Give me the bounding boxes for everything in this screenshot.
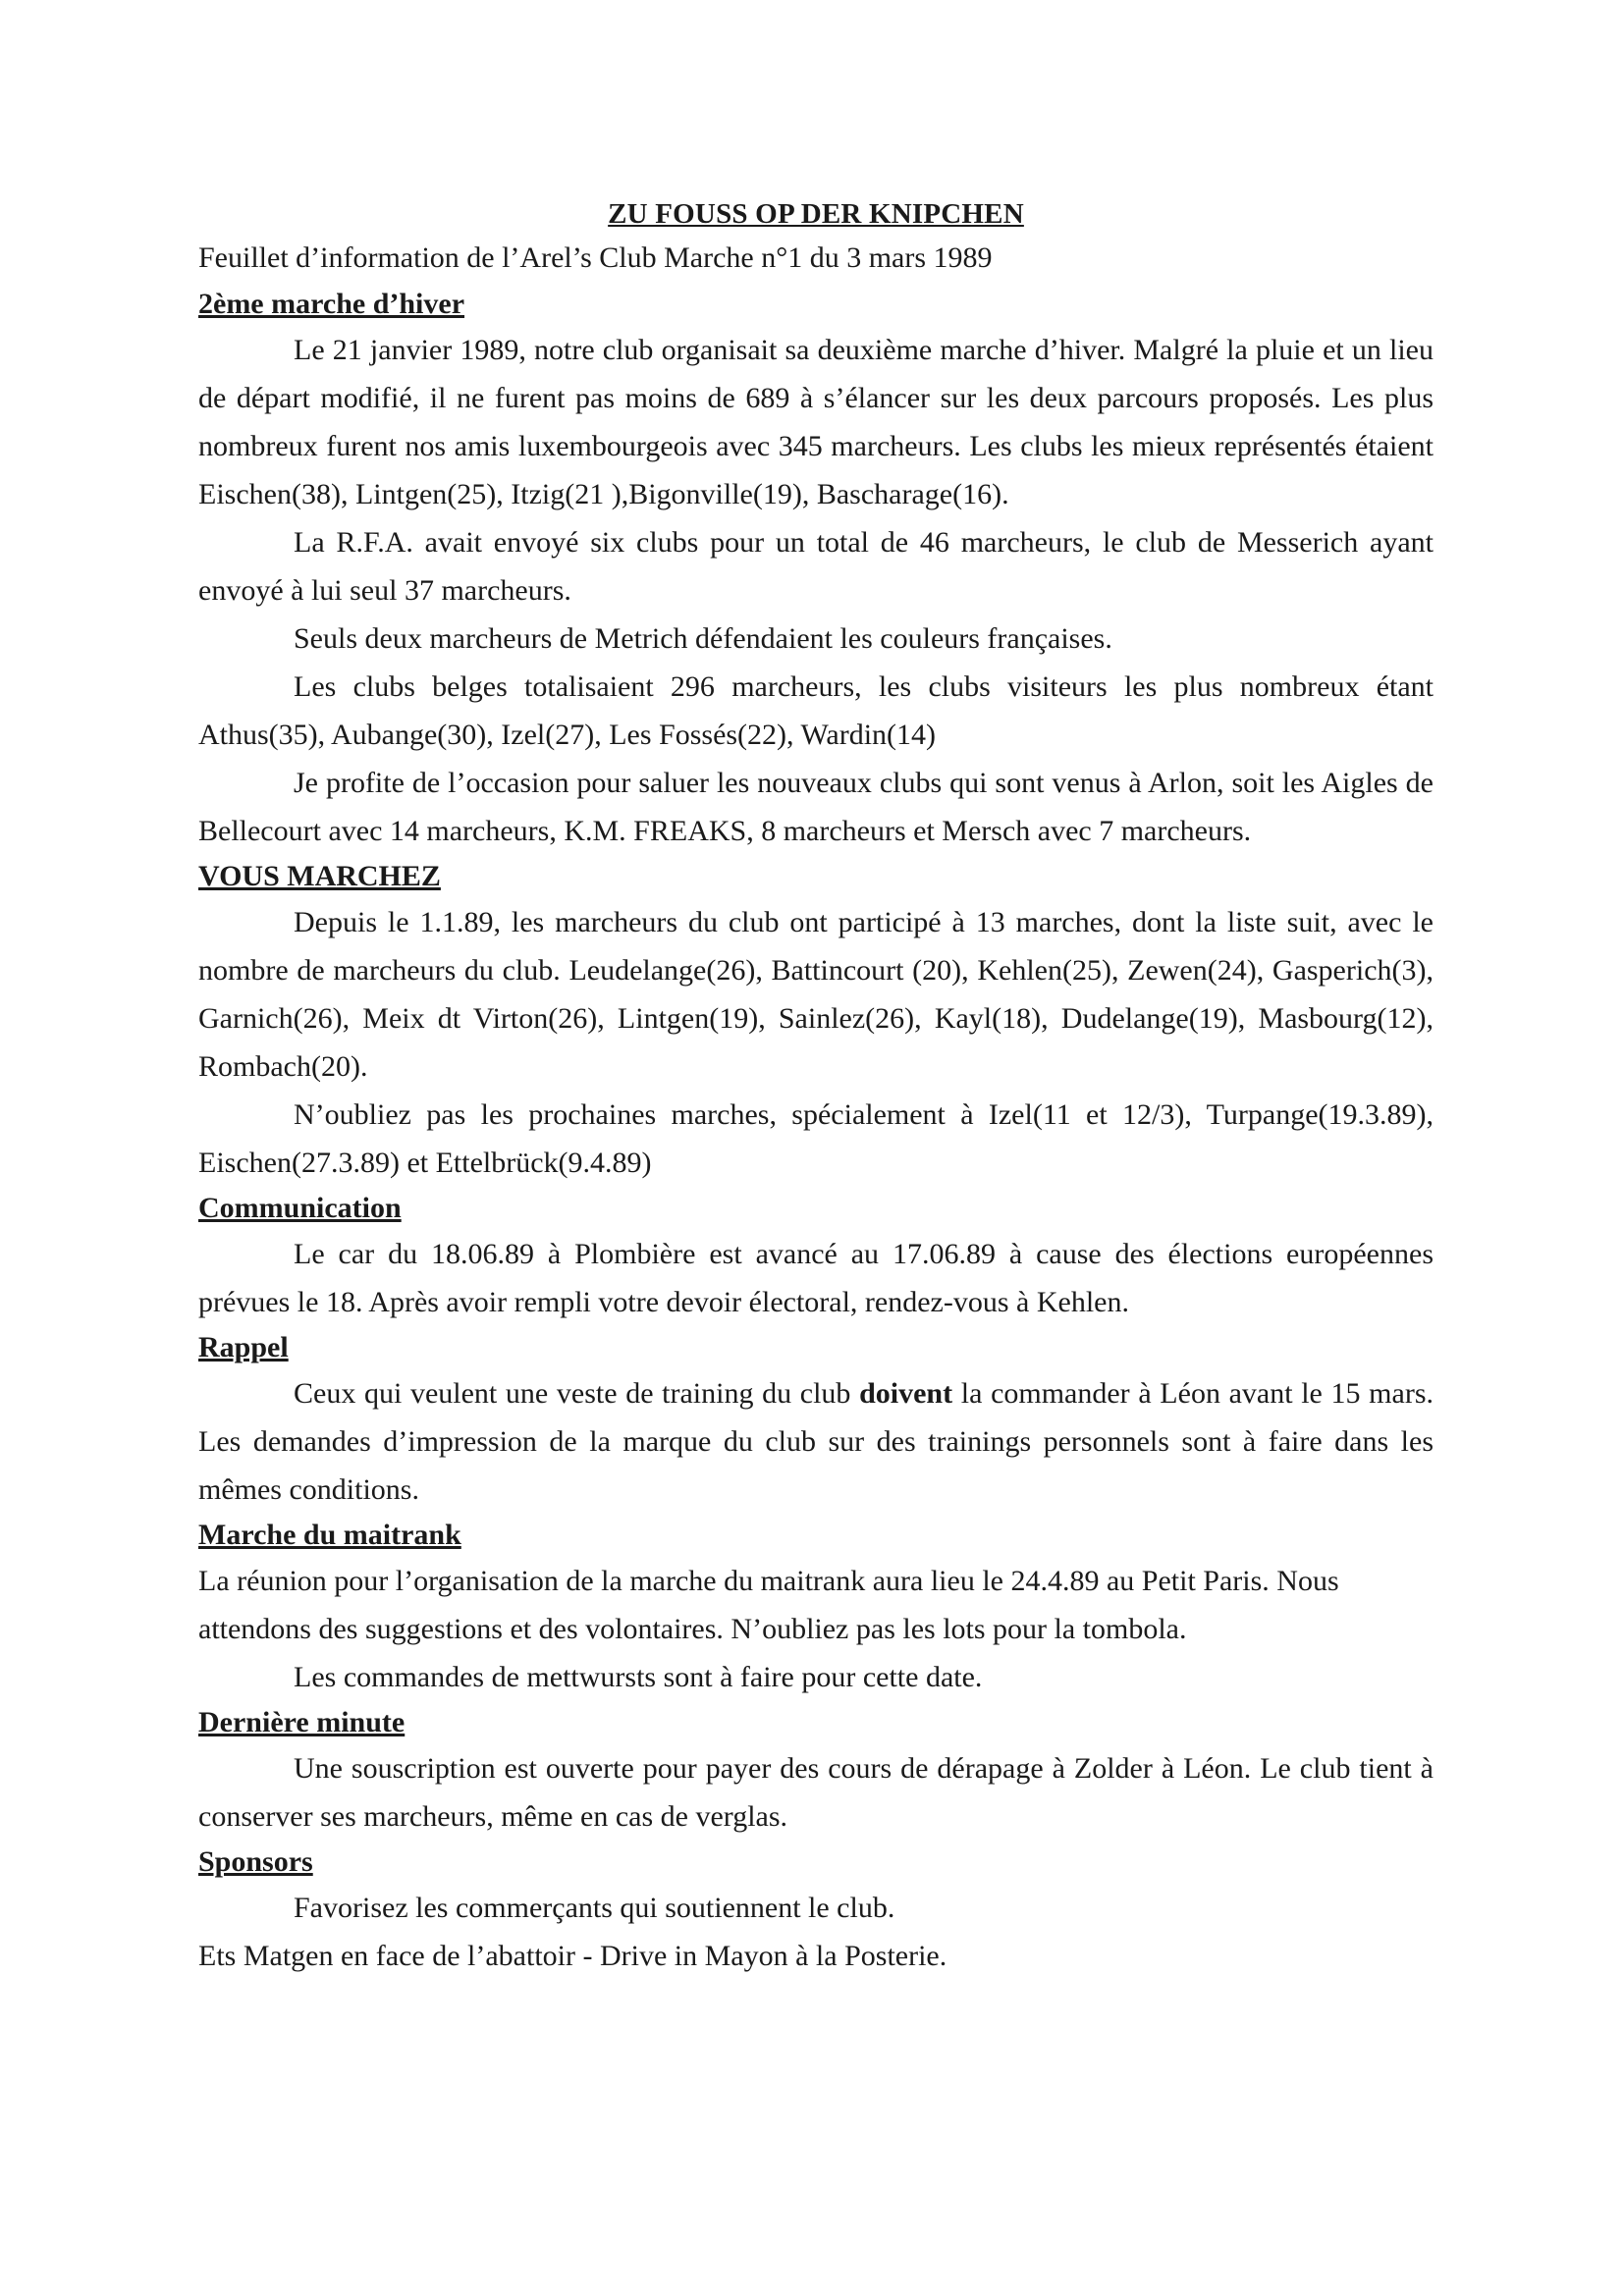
- paragraph: N’oubliez pas les prochaines marches, spécialement à Izel(11 et 12/3), Turpange(19.3.89), Eischen(27.3.89) et Ettelbrück(9.4.89): [198, 1098, 1434, 1179]
- paragraph: La réunion pour l’organisation de la marche du maitrank aura lieu le 24.4.89 au Petit Paris. Nous attendons des suggestions et des volontaires. N’oubliez pas les lots pour la tombola.: [198, 1565, 1339, 1645]
- section-heading: Marche du maitrank: [198, 1519, 461, 1551]
- section-heading: Sponsors: [198, 1845, 313, 1878]
- section-heading: VOUS MARCHEZ: [198, 860, 441, 892]
- section-heading: Rappel: [198, 1331, 289, 1363]
- bold-text: doivent: [859, 1377, 953, 1410]
- paragraph: Je profite de l’occasion pour saluer les nouveaux clubs qui sont venus à Arlon, soit les Aigles de Bellecourt avec 14 marcheurs, K.M. FREAKS, 8 marcheurs et Mersch avec 7 marcheurs.: [198, 767, 1434, 847]
- section-heading: Communication: [198, 1192, 402, 1224]
- section-heading: Dernière minute: [198, 1706, 406, 1738]
- section-winter-walk: [198, 283, 1434, 855]
- paragraph: La R.F.A. avait envoyé six clubs pour un total de 46 marcheurs, le club de Messerich ayant envoyé à lui seul 37 marcheurs.: [198, 526, 1434, 607]
- paragraph: [198, 1369, 1434, 1514]
- paragraph: Le 21 janvier 1989, notre club organisait sa deuxième marche d’hiver. Malgré la pluie et un lieu de départ modifié, il ne furent pas moins de 689 à s’élancer sur les deux parcours proposés. Les plus nombreux furent nos amis luxembourgeois avec 345 marcheurs. Les clubs les mieux représentés étaient Eischen(38), Lintgen(25), Itzig(21 ),Bigonville(19), Bascharage(16).: [198, 334, 1434, 510]
- text-run: Ceux qui veulent une veste de training du club: [294, 1377, 860, 1410]
- document-title: ZU FOUSS OP DER KNIPCHEN: [608, 198, 1024, 230]
- section-maitrank: [198, 1514, 1434, 1701]
- section-rappel: [198, 1326, 1434, 1514]
- paragraph: Ets Matgen en face de l’abattoir - Drive in Mayon à la Posterie.: [198, 1940, 947, 1972]
- paragraph: Favorisez les commerçants qui soutiennent le club.: [294, 1892, 895, 1924]
- paragraph: Les commandes de mettwursts sont à faire pour cette date.: [294, 1661, 983, 1693]
- section-communication: [198, 1187, 1434, 1326]
- section-derniere-minute: [198, 1701, 1434, 1841]
- document-subtitle: Feuillet d’information de l’Arel’s Club Marche n°1 du 3 mars 1989: [198, 241, 993, 274]
- section-sponsors: [198, 1841, 1434, 1980]
- paragraph: Le car du 18.06.89 à Plombière est avancé au 17.06.89 à cause des élections européennes prévues le 18. Après avoir rempli votre devoir électoral, rendez-vous à Kehlen.: [198, 1238, 1434, 1318]
- paragraph: Une souscription est ouverte pour payer des cours de dérapage à Zolder à Léon. Le club tient à conserver ses marcheurs, même en cas de verglas.: [198, 1752, 1434, 1833]
- paragraph: Depuis le 1.1.89, les marcheurs du club ont participé à 13 marches, dont la liste suit, avec le nombre de marcheurs du club. Leudelange(26), Battincourt (20), Kehlen(25), Zewen(24), Gasperich(3), Garnich(26), Meix dt Virton(26), Lintgen(19), Sainlez(26), Kayl(18), Dudelange(19), Masbourg(12), Rombach(20).: [198, 906, 1434, 1083]
- document-page: [198, 194, 1434, 1980]
- paragraph: Seuls deux marcheurs de Metrich défendaient les couleurs françaises.: [294, 622, 1112, 655]
- section-heading: 2ème marche d’hiver: [198, 288, 465, 320]
- text-run: la commander à Léon avant le 15 mars. Les demandes d’impression de la marque du club sur des trainings personnels sont à faire dans les mêmes conditions.: [198, 1377, 1434, 1506]
- section-vous-marchez: [198, 855, 1434, 1187]
- paragraph: Les clubs belges totalisaient 296 marcheurs, les clubs visiteurs les plus nombreux étant Athus(35), Aubange(30), Izel(27), Les Fossés(22), Wardin(14): [198, 670, 1434, 751]
